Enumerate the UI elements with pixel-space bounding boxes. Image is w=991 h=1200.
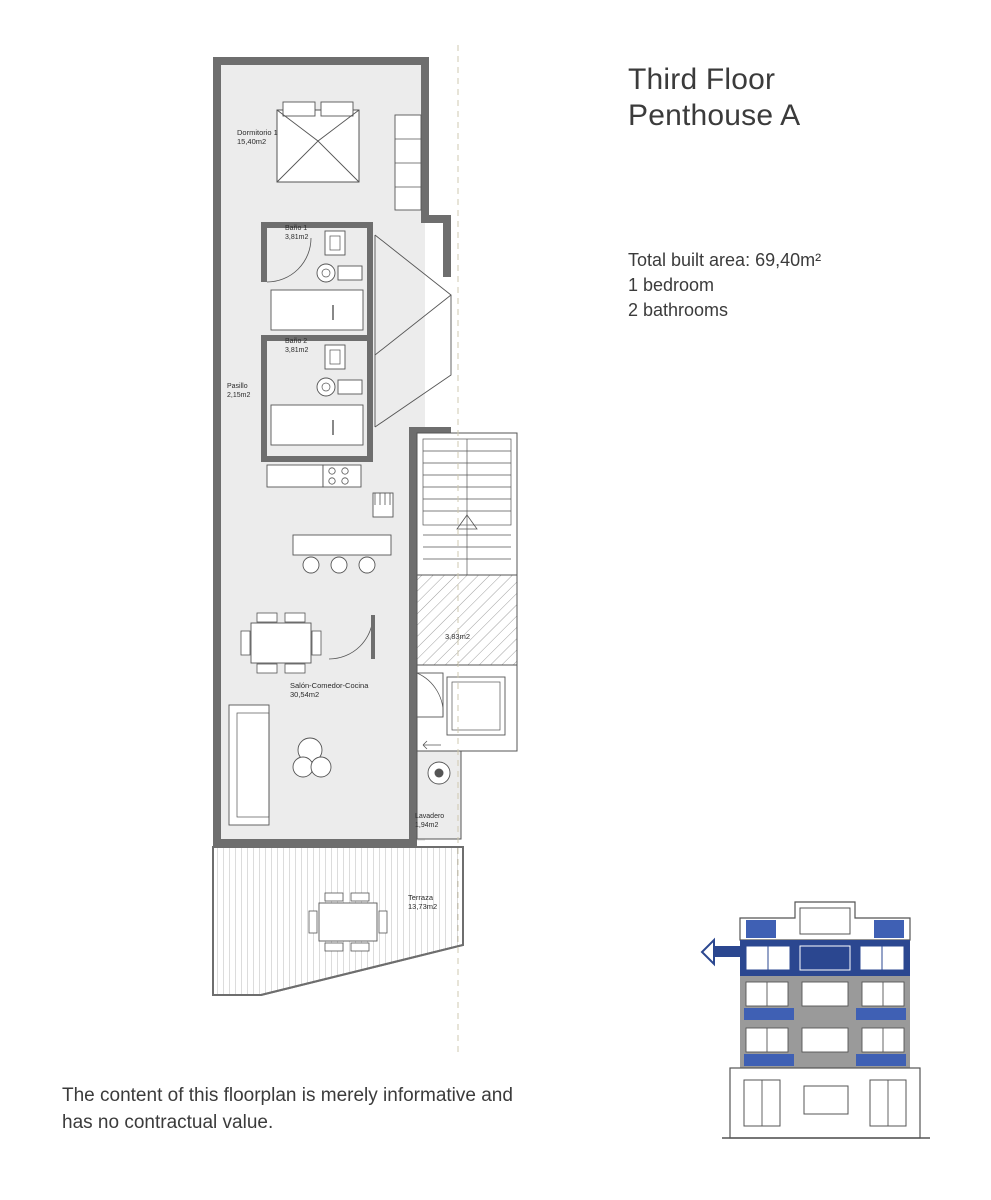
disclaimer (62, 1082, 662, 1136)
highlighted-unit-floor (740, 940, 910, 976)
disclaimer-line-2: has no contractual value. (62, 1112, 274, 1133)
spec-total-area: Total built area: 69,40m² (628, 250, 822, 270)
building-floor-2 (740, 976, 910, 1022)
spec-bedrooms: 1 bedroom (628, 275, 715, 295)
building-roof (740, 902, 910, 940)
room-terraza (213, 847, 463, 995)
building-ground-floor (722, 1068, 930, 1138)
label-core-area: 3,83m2 (445, 632, 471, 641)
building-floor-1 (740, 1022, 910, 1068)
title-line-unit: Penthouse A (628, 99, 801, 132)
label-bano2-area: 3,81m2 (285, 347, 309, 354)
label-dormitorio-area: 15,40m2 (237, 137, 267, 146)
label-salon-area: 30,54m2 (290, 690, 320, 699)
stair-core (417, 433, 517, 751)
spec-list (628, 248, 821, 323)
label-terraza-area: 13,73m2 (408, 902, 438, 911)
location-marker (702, 940, 740, 964)
disclaimer-line-1: The content of this floorplan is merely informative and (62, 1085, 513, 1106)
label-lavadero-area: 1,94m2 (415, 822, 439, 829)
label-dormitorio-name: Dormitorio 1 (237, 128, 278, 137)
spec-bathrooms: 2 bathrooms (628, 300, 729, 320)
label-terraza-name: Terraza (408, 893, 434, 902)
label-pasillo-name: Pasillo (227, 383, 248, 390)
page-title (628, 62, 800, 134)
label-salon-name: Salón-Comedor-Cocina (290, 681, 369, 690)
title-line-floor: Third Floor (628, 63, 776, 96)
label-bano2-name: Baño 2 (285, 338, 308, 345)
label-bano1-name: Baño 1 (285, 225, 308, 232)
floorplan-drawing (205, 45, 525, 1055)
label-lavadero-name: Lavadero (415, 813, 445, 820)
label-bano1-area: 3,81m2 (285, 234, 309, 241)
building-key-diagram (700, 880, 950, 1170)
label-pasillo-area: 2,15m2 (227, 392, 251, 399)
